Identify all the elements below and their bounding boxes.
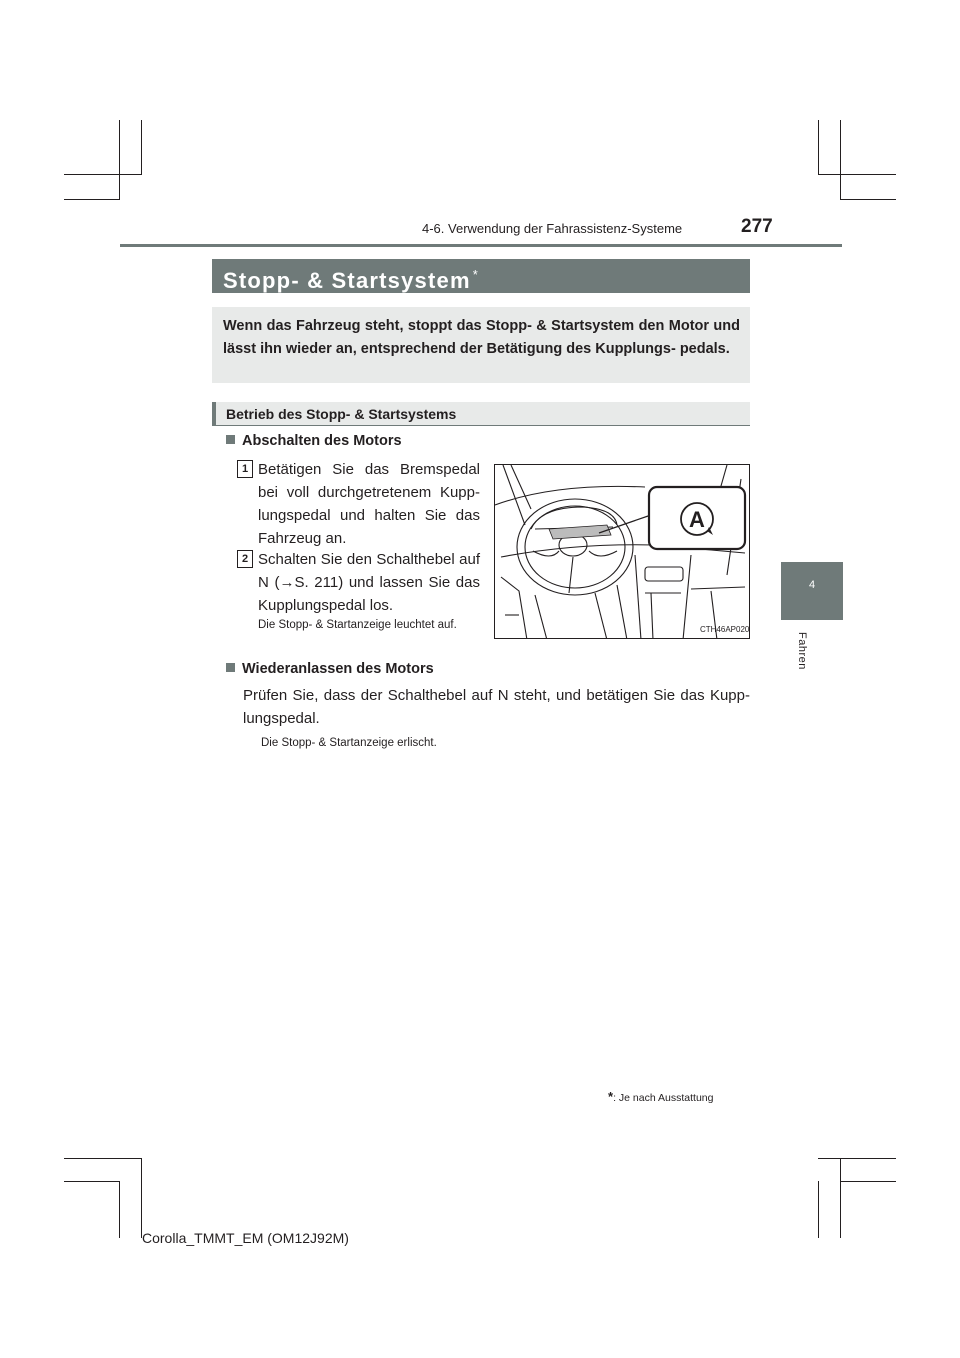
crop-mark: [840, 1158, 841, 1238]
step-number-badge: 2: [237, 550, 253, 568]
restart-text: Prüfen Sie, dass der Schalthebel auf N steht, und betätigen Sie das Kupp- lungspedal.: [243, 687, 750, 727]
heading-restart-engine: [226, 661, 434, 677]
crop-mark: [818, 1181, 819, 1238]
section-subheading: Betrieb des Stopp- & Startsystems: [212, 402, 750, 426]
crop-mark: [141, 120, 142, 175]
callout-label: A: [689, 507, 705, 532]
step-text: Betätigen Sie das Bremspedal bei voll durchgetretenem Kupp- lungspedal und halten Sie das Fahrzeug an.: [258, 461, 480, 547]
crop-mark: [64, 1181, 120, 1182]
crop-mark: [840, 120, 841, 200]
chapter-tab: [781, 562, 843, 620]
header-divider: [120, 244, 842, 247]
heading-stop-engine-text: Abschalten des Motors: [242, 433, 402, 449]
step-number-badge: 1: [237, 460, 253, 478]
restart-note: Die Stopp- & Startanzeige erlischt.: [261, 737, 437, 749]
crop-mark: [64, 199, 120, 200]
footer-document-id: Corolla_TMMT_EM (OM12J92M): [142, 1230, 349, 1246]
intro-summary: Wenn das Fahrzeug steht, stoppt das Stopp- & Startsystem den Motor und lässt ihn wieder an, entsprechend der Betätigung des Kupplungs- pedals.: [212, 307, 750, 383]
footnote-asterisk: *: [608, 1089, 614, 1104]
square-bullet-icon: [226, 435, 235, 444]
heading-stop-engine: [226, 433, 402, 449]
dashboard-illustration: [494, 464, 750, 639]
step-text: Schalten Sie den Schalthebel auf N (→S. 211) und lassen Sie das Kupplungspedal los.: [258, 551, 480, 614]
crop-mark: [119, 1181, 120, 1238]
header-section-title: 4-6. Verwendung der Fahrassistenz-Systeme: [422, 221, 683, 236]
crop-mark: [64, 1158, 142, 1159]
crop-mark: [840, 199, 896, 200]
heading-restart-engine-text: Wiederanlassen des Motors: [242, 661, 434, 677]
square-bullet-icon: [226, 663, 235, 672]
chapter-label: Fahren: [796, 632, 808, 670]
chapter-number: 4: [808, 579, 816, 591]
crop-mark: [64, 174, 142, 175]
crop-mark: [840, 1181, 896, 1182]
crop-mark: [141, 1158, 142, 1238]
figure-code: CTH46AP020: [700, 625, 750, 634]
footnote-text: : Je nach Ausstattung: [613, 1092, 714, 1104]
page-title: [212, 259, 750, 293]
footnote: [608, 1089, 713, 1104]
dashboard-drawing: [495, 465, 750, 639]
crop-mark: [818, 174, 896, 175]
note-text: Die Stopp- & Startanzeige leuchtet auf.: [258, 619, 457, 631]
title-asterisk: *: [472, 267, 479, 282]
crop-mark: [818, 1158, 896, 1159]
crop-mark: [119, 120, 120, 200]
page-title-text: Stopp- & Startsystem: [223, 268, 471, 293]
page-number: 277: [741, 216, 773, 237]
crop-mark: [818, 120, 819, 175]
